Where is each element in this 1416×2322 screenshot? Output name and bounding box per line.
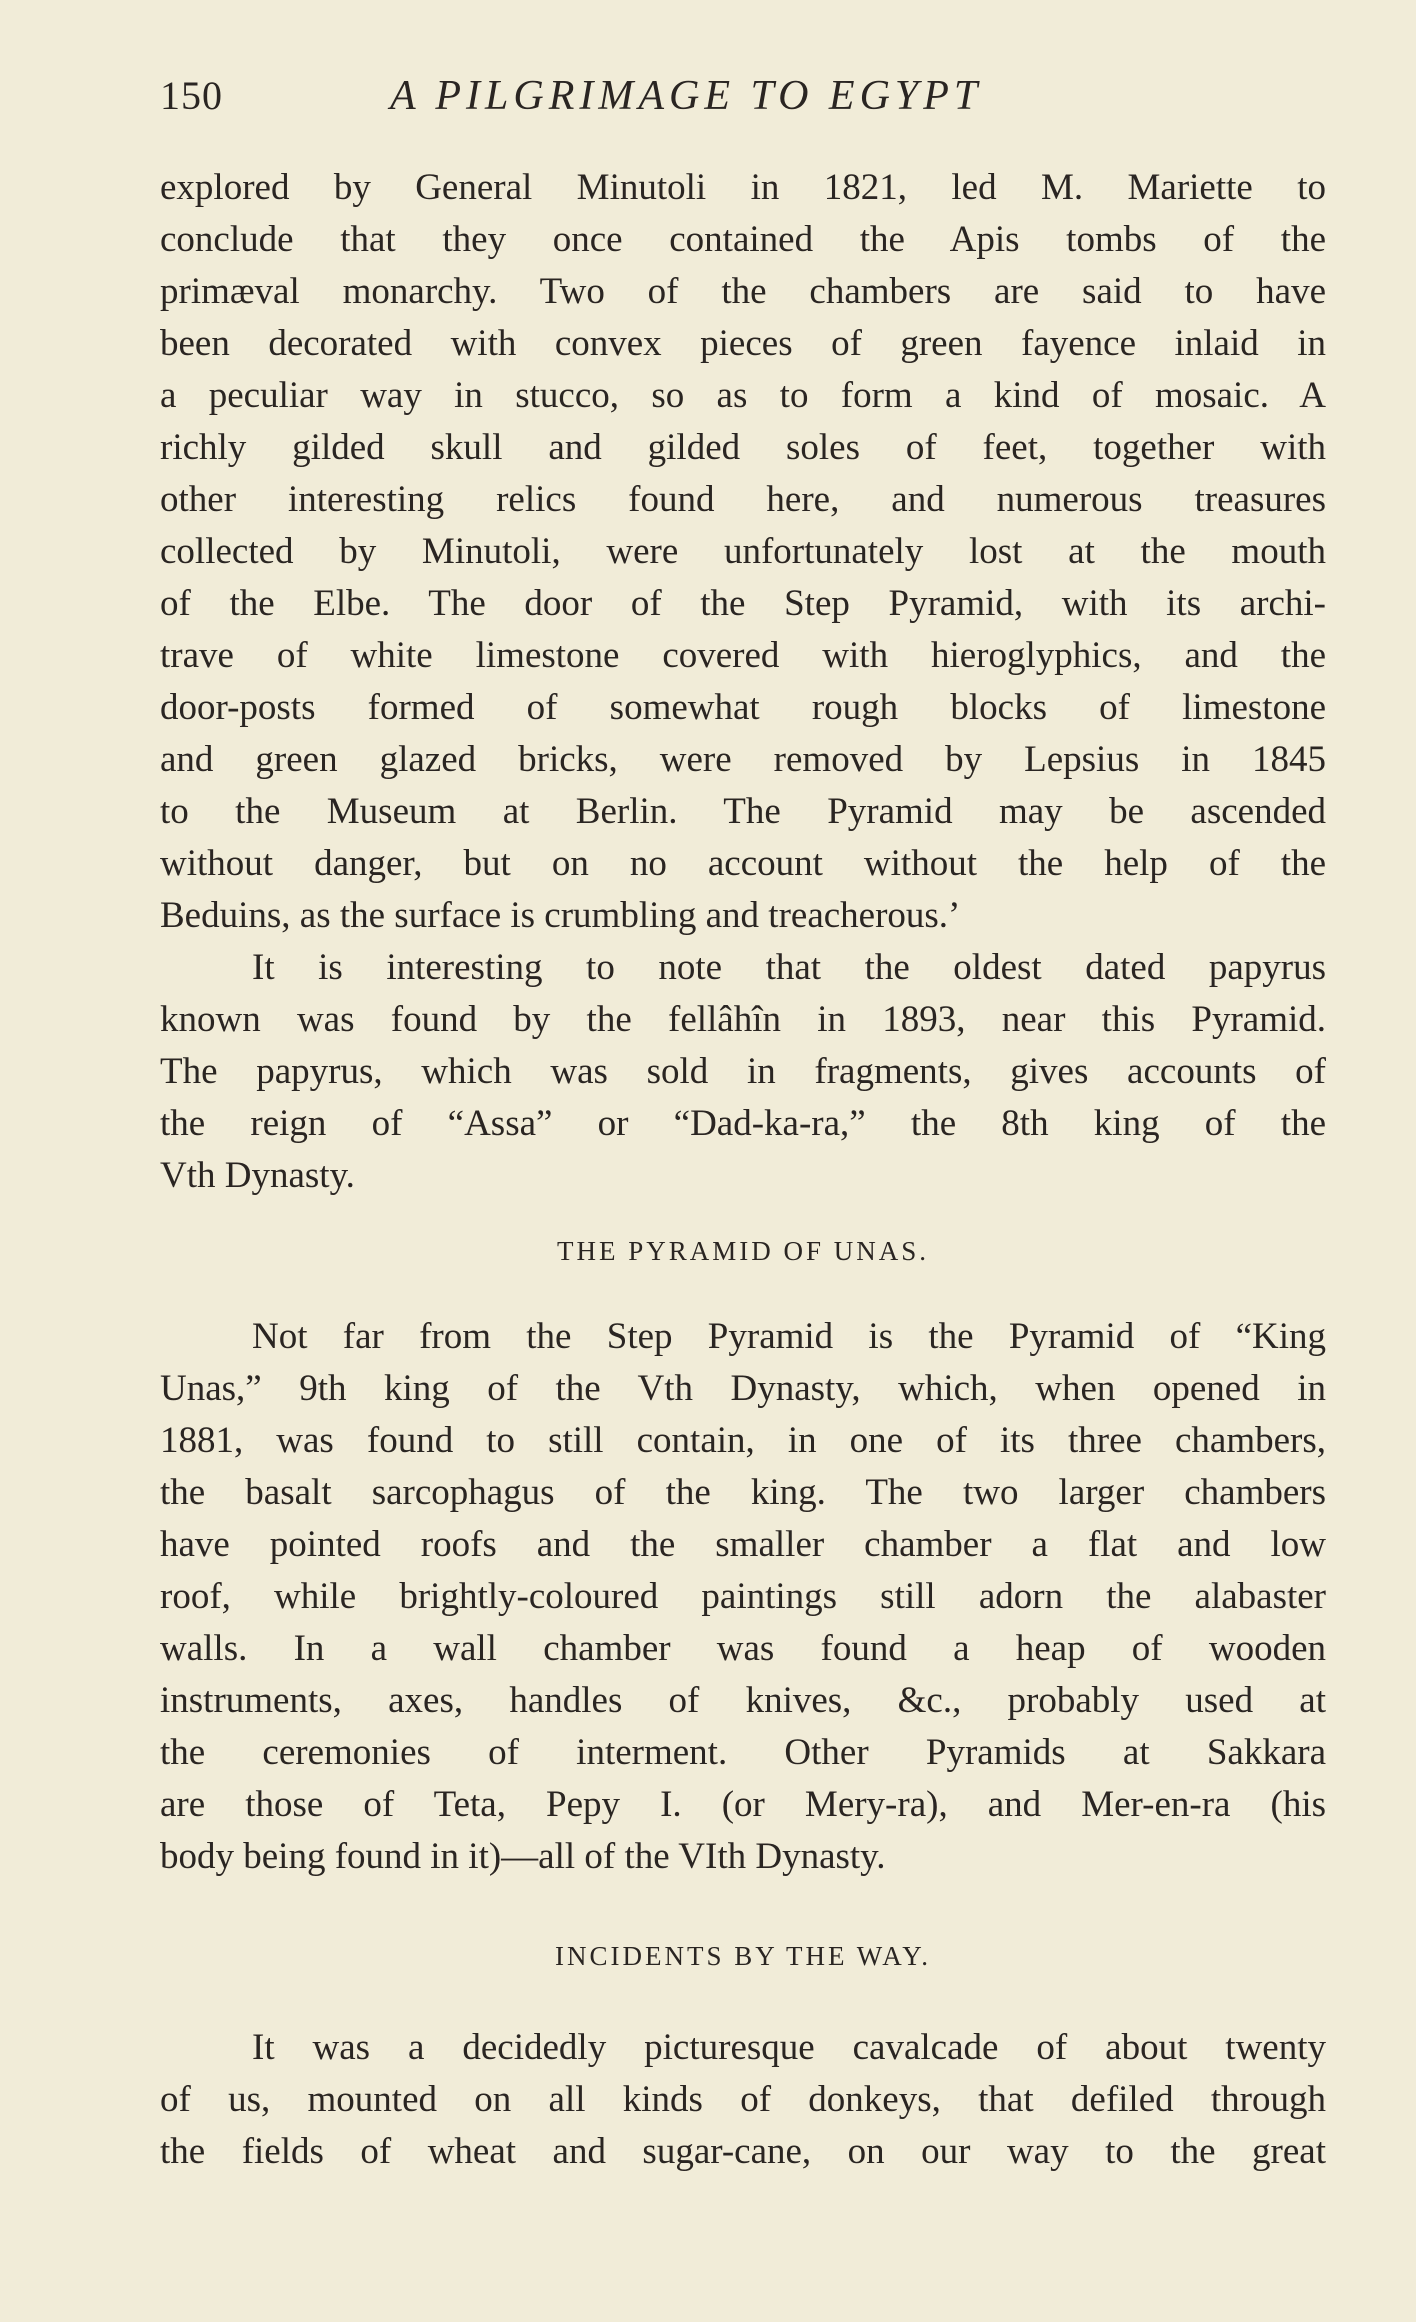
text-line: walls. In a wall chamber was found a heap of wooden bbox=[160, 1628, 1326, 1669]
text-line: Not far from the Step Pyramid is the Pyramid of “King bbox=[252, 1316, 1326, 1357]
text-line: the fields of wheat and sugar-cane, on our way to the great bbox=[160, 2131, 1326, 2172]
paragraph-pyramid-of-unas bbox=[160, 1311, 1326, 1883]
section-heading: THE PYRAMID OF UNAS. bbox=[556, 1236, 930, 1266]
section-heading: INCIDENTS BY THE WAY. bbox=[554, 1941, 932, 1971]
page-number: 150 bbox=[160, 73, 223, 118]
text-line: explored by General Minutoli in 1821, led M. Mariette to bbox=[160, 167, 1326, 208]
text-line: have pointed roofs and the smaller chamber a flat and low bbox=[160, 1524, 1326, 1565]
text-line: the reign of “Assa” or “Dad-ka-ra,” the 8th king of the bbox=[160, 1103, 1326, 1144]
page-body bbox=[160, 162, 1326, 2178]
text-line: known was found by the fellâhîn in 1893, near this Pyramid. bbox=[160, 999, 1326, 1040]
text-line: of the Elbe. The door of the Step Pyramid, with its archi- bbox=[160, 583, 1326, 624]
paragraph-minutoli-discoveries bbox=[160, 162, 1326, 942]
text-line: are those of Teta, Pepy I. (or Mery-ra), and Mer-en-ra (his bbox=[160, 1784, 1326, 1825]
text-line: It is interesting to note that the oldest dated papyrus bbox=[252, 947, 1326, 988]
text-line: to the Museum at Berlin. The Pyramid may be ascended bbox=[160, 791, 1326, 832]
text-line: roof, while brightly-coloured paintings still adorn the alabaster bbox=[160, 1576, 1326, 1617]
text-line: instruments, axes, handles of knives, &c., probably used at bbox=[160, 1680, 1326, 1721]
text-line: richly gilded skull and gilded soles of feet, together with bbox=[160, 427, 1326, 468]
text-line: primæval monarchy. Two of the chambers are said to have bbox=[160, 271, 1326, 312]
text-line: 1881, was found to still contain, in one of its three chambers, bbox=[160, 1420, 1326, 1461]
text-line: without danger, but on no account without the help of the bbox=[160, 843, 1326, 884]
paragraph-incidents-by-the-way bbox=[160, 2022, 1326, 2178]
text-line: been decorated with convex pieces of green fayence inlaid in bbox=[160, 323, 1326, 364]
paragraph-oldest-papyrus bbox=[160, 942, 1326, 1202]
text-line: the ceremonies of interment. Other Pyramids at Sakkara bbox=[160, 1732, 1326, 1773]
text-line: trave of white limestone covered with hieroglyphics, and the bbox=[160, 635, 1326, 676]
text-line: and green glazed bricks, were removed by Lepsius in 1845 bbox=[160, 739, 1326, 780]
text-line: of us, mounted on all kinds of donkeys, that defiled through bbox=[160, 2079, 1326, 2120]
text-line: Vth Dynasty. bbox=[160, 1155, 355, 1196]
text-line: Beduins, as the surface is crumbling and treacherous.’ bbox=[160, 895, 961, 936]
text-line: Unas,” 9th king of the Vth Dynasty, which, when opened in bbox=[160, 1368, 1326, 1409]
text-line: collected by Minutoli, were unfortunately lost at the mouth bbox=[160, 531, 1326, 572]
text-line: the basalt sarcophagus of the king. The two larger chambers bbox=[160, 1472, 1326, 1513]
running-title: A PILGRIMAGE TO EGYPT bbox=[390, 73, 983, 119]
text-line: door-posts formed of somewhat rough blocks of limestone bbox=[160, 687, 1326, 728]
text-line: The papyrus, which was sold in fragments, gives accounts of bbox=[160, 1051, 1326, 1092]
text-line: body being found in it)—all of the VIth Dynasty. bbox=[160, 1836, 886, 1877]
running-head bbox=[160, 72, 1320, 152]
text-line: conclude that they once contained the Apis tombs of the bbox=[160, 219, 1326, 260]
text-line: It was a decidedly picturesque cavalcade of about twenty bbox=[252, 2027, 1326, 2068]
text-line: other interesting relics found here, and numerous treasures bbox=[160, 479, 1326, 520]
text-line: a peculiar way in stucco, so as to form a kind of mosaic. A bbox=[160, 375, 1326, 416]
